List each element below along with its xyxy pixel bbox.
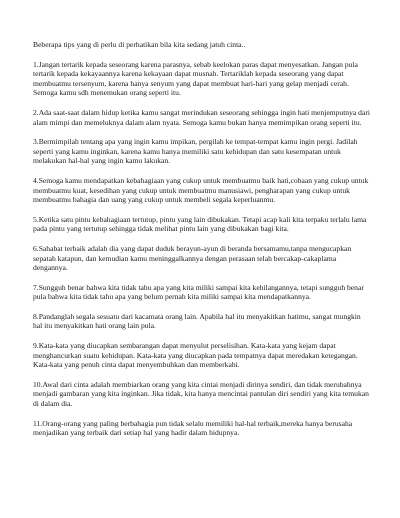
tip-paragraph-7: 7.Sungguh benar bahwa kita tidak tahu apa yang kita miliki sampai kita kehilangannya, tetapi sungguh benar pula bahwa kita tidak tahu apa yang belum pernah kita miliki sampai kita mendapatkannya.: [33, 282, 364, 302]
intro-paragraph: Beberapa tips yang di perlu di perhatikan bila kita sedang jatuh cinta..: [33, 40, 246, 49]
tip-paragraph-8: 8.Pandanglah segala sesuatu dari kacamata orang lain. Apabila hal itu menyakitkan hatimu, sangat mungkin hal itu menyakitkan hati orang lain pula.: [33, 311, 361, 331]
document-body: [33, 40, 371, 448]
tip-paragraph-1: 1.Jangan tertarik kepada seseorang karena parasnya, sebab keelokan paras dapat menyesatkan. Jangan pula tertarik kepada kekayaannya karena kekayaan dapat musnah. Tertariklah kepada seseorang yang dapat membuatmu tersenyum, karena hanya senyum yang dapat membuat hari-hari yang gelap menjadi cerah. Semoga kamu sdh menemukan orang seperti itu.: [33, 59, 358, 98]
tip-paragraph-9: 9.Kata-kata yang diucapkan sembarangan dapat menyulut perselisihan. Kata-kata yang kejam dapat menghancurkan suatu kehidupan. Kata-kata yang diucapkan pada tempatnya dapat meredakan ketegangan. Kata-kata yang penuh cinta dapat menyembuhkan dan memberkahi.: [33, 341, 358, 370]
tip-paragraph-3: 3.Bermimpilah tentang apa yang ingin kamu impikan, pergilah ke tempat-tempat kamu ingin pergi. Jadilah seperti yang kamu inginkan, karena kamu hanya memiliki satu kehidupan dan satu kesempatan untuk melakukan hal-hal yang ingin kamu lakukan.: [33, 137, 358, 166]
tip-paragraph-2: 2.Ada saat-saat dalam hidup ketika kamu sangat merindukan seseorang sehingga ingin hati menjemputnya dari alam mimpi dan memeluknya dalam alam nyata. Semoga kamu bukan hanya memimpikan orang seperti itu.: [33, 107, 370, 127]
tip-paragraph-5: 5.Ketika satu pintu kebahagiaan tertutup, pintu yang lain dibukakan. Tetapi acap kali kita terpaku terlalu lama pada pintu yang tertutup sehingga tidak melihat pintu lain yang dibukakan bagi kita.: [33, 214, 367, 234]
tip-paragraph-4: 4.Semoga kamu mendapatkan kebahagiaan yang cukup untuk membuatmu baik hati,cobaan yang cukup untuk membuatmu kuat, kesedihan yang cukup untuk membuatmu manusiawi, pengharapan yang cukup untuk membuatmu bahagia dan uang yang cukup untuk membeli segala keperluanmu.: [33, 175, 369, 205]
tip-paragraph-6: 6.Sahabat terbaik adalah dia yang dapat duduk berayun-ayun di beranda bersamamu,tanpa mengucapkan sepatah katapun, dan kemudian kamu meninggalkannya dengan perasaan telah bercakap-cakaplama dengannya.: [33, 243, 352, 273]
tip-paragraph-10: 10.Awal dari cinta adalah membiarkan orang yang kita cintai menjadi dirinya sendiri, dan tidak merubahnya menjadi gambaran yang kita inginkan. Jika tidak, kita hanya mencintai pantulan diri sendiri yang kita temukan di dalam dia.: [33, 379, 369, 409]
tip-paragraph-11: 11.Orang-orang yang paling berbahagia pun tidak selalu memiliki hal-hal terbaik,mereka hanya berusaha menjadikan yang terbaik dari setiap hal yang hadir dalam hidupnya.: [33, 418, 353, 438]
